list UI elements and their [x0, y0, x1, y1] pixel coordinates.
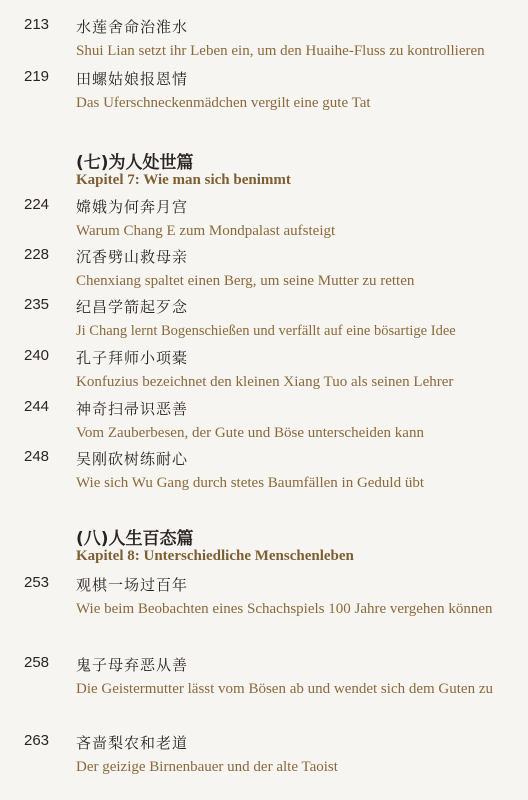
page-number: 213 — [24, 16, 50, 33]
page-number: 228 — [24, 246, 50, 263]
chinese-title: 纪昌学箭起歹念 — [76, 298, 189, 316]
german-title: Das Uferschneckenmädchen vergilt eine gute Tat — [76, 95, 371, 111]
german-title: Der geizige Birnenbauer und der alte Taoist — [76, 759, 338, 775]
chinese-title: 吝啬梨农和老道 — [76, 734, 189, 752]
chinese-title: 观棋一场过百年 — [76, 576, 189, 594]
chapter-8-subheading: Kapitel 8: Unterschiedliche Menschenleben — [76, 548, 354, 564]
chapter-7-heading: (七)为人处世篇 — [76, 153, 194, 173]
chinese-title: 鬼子母弃恶从善 — [76, 656, 189, 674]
page-number: 235 — [24, 296, 50, 313]
chinese-title: 沉香劈山救母亲 — [76, 248, 189, 266]
page-number: 248 — [24, 448, 50, 465]
chinese-title: 孔子拜师小项橐 — [76, 349, 189, 367]
german-title: Wie sich Wu Gang durch stetes Baumfällen in Geduld übt — [76, 475, 425, 491]
chapter-8-heading: (八)人生百态篇 — [76, 529, 194, 549]
german-title: Ji Chang lernt Bogenschießen und verfällt auf eine bösartige Idee — [76, 323, 456, 339]
page-number: 263 — [24, 732, 50, 749]
german-title: Die Geistermutter lässt vom Bösen ab und wendet sich dem Guten zu — [76, 681, 493, 697]
german-title: Shui Lian setzt ihr Leben ein, um den Huaihe-Fluss zu kontrollieren — [76, 43, 485, 59]
chinese-title: 神奇扫帚识恶善 — [76, 400, 189, 418]
page-number: 258 — [24, 654, 50, 671]
page-number: 224 — [24, 196, 50, 213]
chapter-7-subheading: Kapitel 7: Wie man sich benimmt — [76, 172, 291, 188]
german-title: Wie beim Beobachten eines Schachspiels 100 Jahre vergehen können — [76, 601, 493, 617]
german-title: Warum Chang E zum Mondpalast aufsteigt — [76, 223, 336, 239]
german-title: Vom Zauberbesen, der Gute und Böse unterscheiden kann — [76, 425, 424, 441]
german-title: Konfuzius bezeichnet den kleinen Xiang Tuo als seinen Lehrer — [76, 374, 454, 390]
chinese-title: 田螺姑娘报恩情 — [76, 70, 189, 88]
page-number: 244 — [24, 398, 50, 415]
chinese-title: 吴刚砍树练耐心 — [76, 450, 189, 468]
german-title: Chenxiang spaltet einen Berg, um seine Mutter zu retten — [76, 273, 415, 289]
chinese-title: 嫦娥为何奔月宫 — [76, 198, 189, 216]
page-number: 240 — [24, 347, 50, 364]
page-number: 219 — [24, 68, 50, 85]
chinese-title: 水莲舍命治淮水 — [76, 18, 189, 36]
page-number: 253 — [24, 574, 50, 591]
